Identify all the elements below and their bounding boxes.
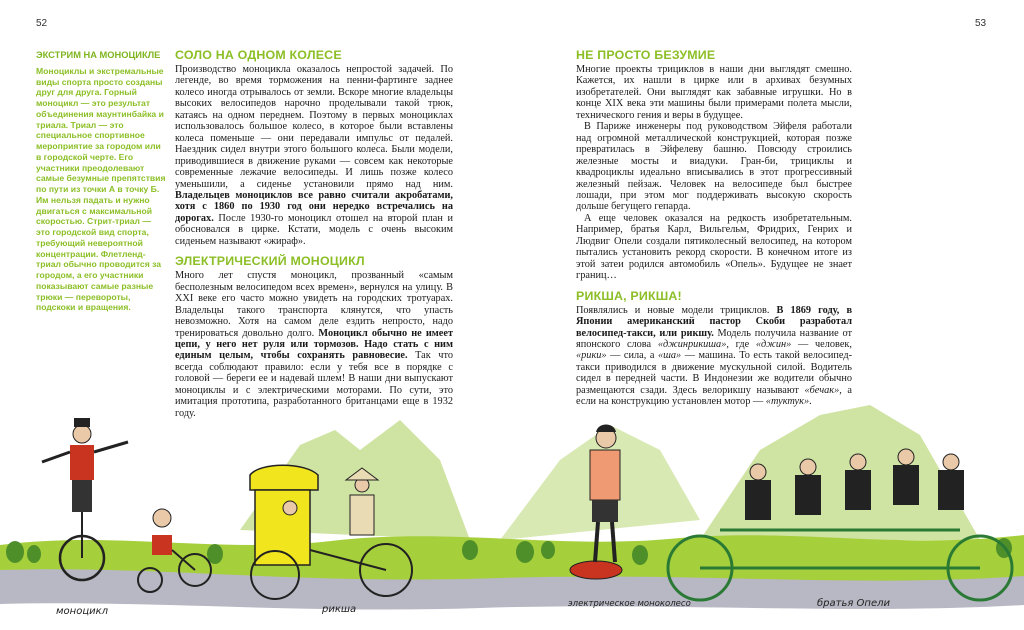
section-text-madness-2: В Париже инженеры под руководством Эйфеля работали над огромной металлической конструкцией, которая позже превратилась в Эйфелеву башню. Повсюду строились железные мосты и виадуки. Гран-би, трициклы и квадроциклы идеально вписывались в этот прогрессивный железный пейзаж. Человек на велосипеде был быстрее лошади, при этом мог поддерживать высокую скорость дольше бегущего гепарда. (576, 121, 852, 213)
section-title-rickshaw: РИКША, РИКША! (576, 288, 682, 303)
column-left (175, 48, 453, 419)
sidebar-title: ЭКСТРИМ НА МОНОЦИКЛЕ (36, 50, 161, 60)
illustration-strip (0, 390, 1024, 630)
section-text-rickshaw: Появлялись и новые модели трициклов. В 1869 году, в Японии американский пастор Скоби разработал велосипед-такси, или рикшу. Модель получила название от японского слова «джинрикиша», где «джин» — человек, «рики» — сила, а «ша» — машина. То есть такой велосипед-такси приводился в движение мускульной силой. Водитель сидел в передней части. В Индонезии же водители обычно размещаются сзади. Здесь велорикшу называют «бечак», а если на конструкцию установлен мотор — «туктук». (576, 304, 853, 408)
section-title-electric: ЭЛЕКТРИЧЕСКИЙ МОНОЦИКЛ (175, 254, 365, 269)
sidebar-box (36, 50, 166, 313)
section-title-madness: НЕ ПРОСТО БЕЗУМИЕ (576, 48, 716, 62)
section-text-solo: Производство моноцикла оказалось непростой задачей. По легенде, во время торможения на пенни-фартинге заднее колесо иногда отрывалось от земли. Вскоре многие владельцы высоких велосипедов нарочно проделывали такой трюк, катаясь на одном переднем. Поэтому в первых моноциклах использовалось большое колесо, в которое были вставлены колеса поменьше — они передавали импульс от педалей. Наездник сидел внутри этого большого колеса. Были модели, приводившиеся в движение руками — совсем как некоторые современные лежачие велосипеды. И лишь позже колесо уменьшили, а сиденье установили прямо над ним. Владельцев моноциклов все равно считали акробатами, хотя с 1860 по 1930 год они нередко встречались на дорогах. После 1930-го моноцикл отошел на второй план и обосновался в цирке. Кстати, модель с очень высоким сиденьем называют «жираф». (175, 64, 453, 247)
page-number-right: 53 (975, 18, 987, 29)
caption-electric-wheel: электрическое моноколесо (568, 599, 691, 609)
section-text-madness-3: А еще человек оказался на редкость изобретательным. Например, братья Карл, Вильгельм, Фридрих, Генрих и Людвиг Опели создали пятиколесный велосипед, на котором пытались установить рекорд скорости. В конечном итоге из этой затеи родился автомобиль «Опель». Будущее не знает границ… (576, 212, 852, 282)
sidebar-text: Моноциклы и экстремальные виды спорта просто созданы друг для друга. Горный моноцикл — это результат объединения маунтинбайка и триала. Триал — это специальное спортивное мероприятие за городом или в городской черте. Его участники преодолевают самые безумные препятствия по пути из точки А в точку Б. Им нельзя падать и нужно двигаться с максимальной скоростью. Стрит-триал — это городской вид спорта, требующий невероятной концентрации. Флетленд-триал обычно проводится за городом, а его участники показывают самые разные трюки — перевороты, подскоки и вращения. (36, 65, 166, 313)
column-right (576, 48, 852, 408)
section-text-madness-1: Многие проекты трициклов в наши дни выглядят смешно. Кажется, их нашли в цирке или в архивах безумных изобретателей. Они выглядят как забавные игрушки. Но в конце XIX века эти машины были примерами полета мысли, технического гения и веры в будущее. (576, 64, 852, 121)
caption-rickshaw: рикша (322, 604, 357, 615)
caption-unicycle: моноцикл (56, 606, 109, 617)
page-number-left: 52 (36, 18, 48, 29)
section-text-electric: Много лет спустя моноцикл, прозванный «самым бесполезным велосипедом всех времен», вернулся на улицу. В XXI веке его часто можно увидеть на городских тротуарах. Владельцы такого транспорта клянутся, что упасть невозможно. Хотя на самом деле ездить непросто, надо тренироваться довольно долго. Моноцикл обычно не имеет цепи, у него нет руля или тормозов. Надо стать с ним единым целым, чтобы сохранять равновесие. Так что всегда соблюдают правило: если у тебя все в порядке с головой — береги ее и надевай шлем! В наши дни выпускают моноциклы и с электрическими моторами. По сути, это имитация прототипа, разработанного британцами еще в 1932 году. (175, 270, 454, 419)
caption-opel-brothers: братья Опели (817, 598, 891, 609)
section-title-solo: СОЛО НА ОДНОМ КОЛЕСЕ (175, 48, 342, 62)
